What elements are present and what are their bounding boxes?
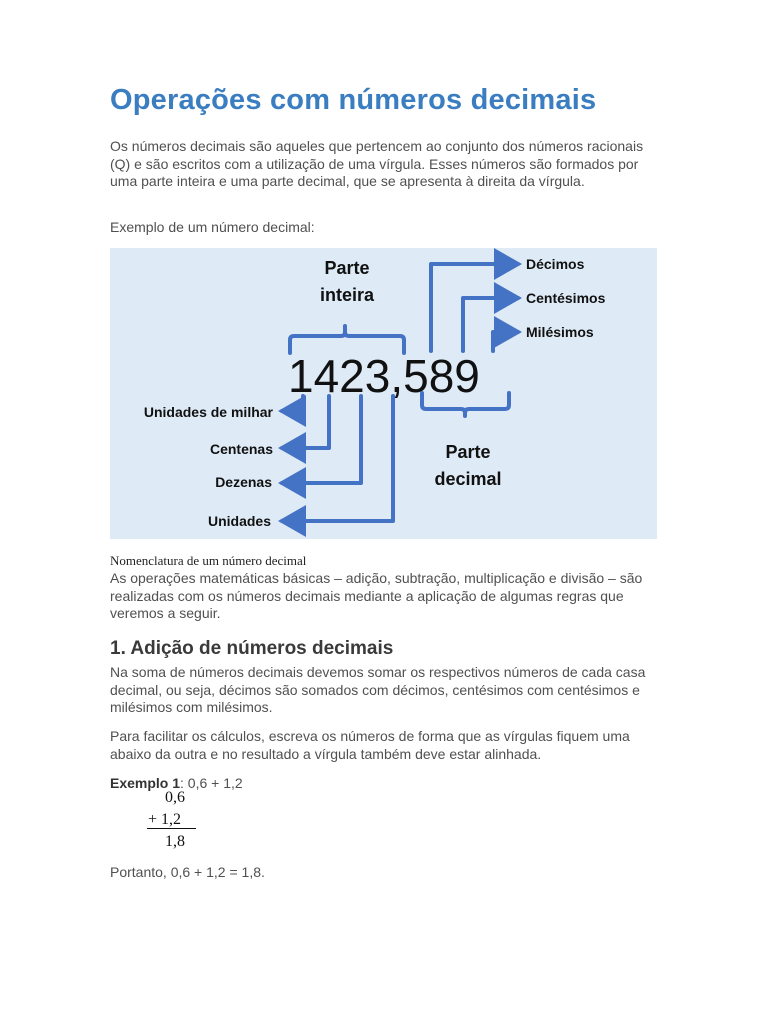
- conclusion-paragraph: Portanto, 0,6 + 1,2 = 1,8.: [110, 864, 265, 880]
- integer-part-brace: [290, 326, 404, 353]
- integer-part-label-line1: Parte: [324, 258, 370, 278]
- section-heading-addition: 1. Adição de números decimais: [110, 638, 394, 659]
- integer-place-label-thousands: Unidades de milhar: [143, 404, 273, 420]
- decimal-place-label-thousandths: Milésimos: [526, 324, 594, 340]
- addition-paragraph-1: Na soma de números decimais devemos somar os respectivos números de cada casa decimal, ou seja, décimos são somados com décimos, centésimos com centésimos e milésimos com milésimos.: [110, 664, 646, 715]
- decimal-number: 1423,589: [288, 350, 480, 402]
- intro-paragraph: Os números decimais são aqueles que pertencem ao conjunto dos números racionais (Q) e são escritos com a utilização de uma vírgula. Esses números são formados por uma parte inteira e uma parte decimal, que se apresenta à direita da vírgula.: [110, 138, 644, 189]
- decimal-place-label-tenths: Décimos: [526, 256, 585, 272]
- diagram-caption: Nomenclatura de um número decimal: [110, 553, 307, 568]
- calc-result: 1,8: [165, 833, 185, 850]
- arrow-tenths: [431, 264, 518, 351]
- calc-sum-line: [147, 828, 196, 829]
- arrow-thousandths: [493, 332, 518, 351]
- example-intro: Exemplo de um número decimal:: [110, 219, 315, 235]
- arrow-hundredths: [463, 298, 518, 351]
- calc-line-1: 0,6: [165, 789, 185, 806]
- arrow-hundreds: [282, 396, 329, 448]
- example-1-title: Exemplo 1: [110, 775, 181, 791]
- operations-paragraph: As operações matemáticas básicas – adição, subtração, multiplicação e divisão – são realizadas com os números decimais mediante a aplicação de algumas regras que veremos a seguir.: [110, 570, 643, 621]
- decimal-number-diagram: [110, 248, 657, 539]
- example-1-expression: : 0,6 + 1,2: [180, 775, 243, 791]
- integer-place-label-units: Unidades: [207, 513, 271, 529]
- calc-line-2: + 1,2: [148, 811, 182, 828]
- addition-paragraph-2: Para facilitar os cálculos, escreva os números de forma que as vírgulas fiquem uma abaixo da outra e no resultado a vírgula também deve estar alinhada.: [110, 728, 630, 762]
- decimal-place-label-hundredths: Centésimos: [526, 290, 606, 306]
- decimal-diagram-svg: [110, 248, 657, 539]
- integer-place-label-hundreds: Centenas: [209, 441, 273, 457]
- integer-place-label-tens: Dezenas: [215, 474, 272, 490]
- integer-part-label-line2: inteira: [319, 285, 375, 305]
- arrow-units: [282, 396, 393, 521]
- decimal-part-label-line1: Parte: [445, 442, 491, 462]
- decimal-part-label-line2: decimal: [434, 469, 502, 489]
- page-title: Operações com números decimais: [110, 84, 597, 116]
